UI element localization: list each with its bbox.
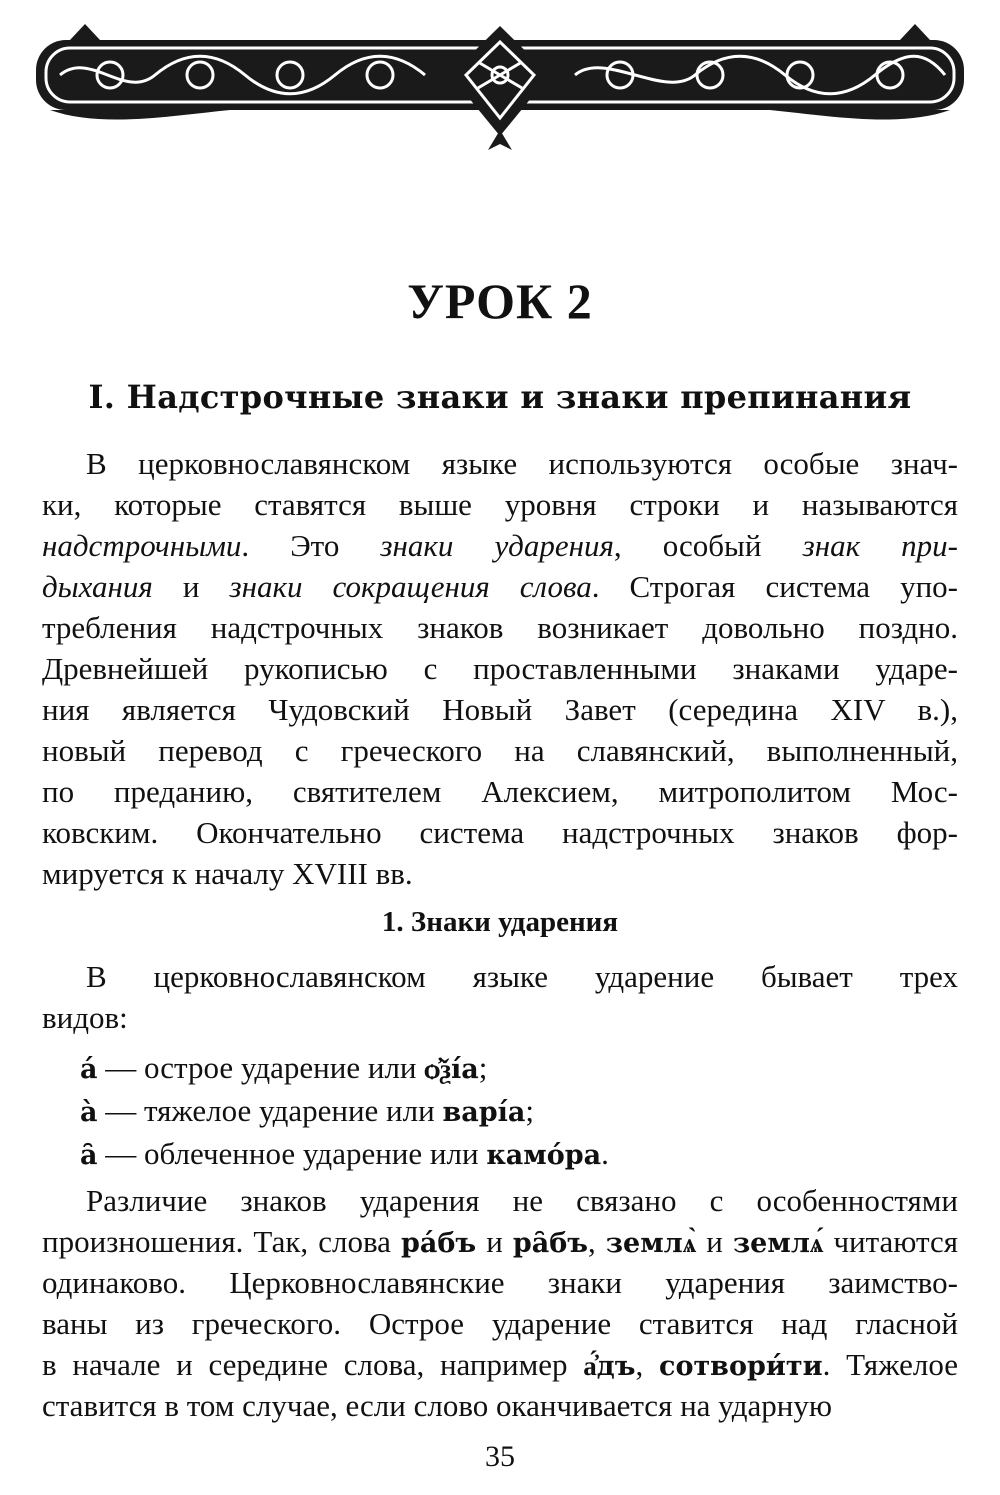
text-fragment: мируется к началу XVIII вв. [42, 856, 413, 891]
punctuation: ; [525, 1093, 534, 1128]
accent-type-item [80, 1089, 960, 1132]
text-fragment: ковским. Окончательно система надстрочных знаков фор- [42, 815, 958, 850]
text-fragment: ставится в том случае, если слово оканчивается на ударную [42, 1388, 833, 1423]
italic-term: знаки сокращения слова [229, 569, 592, 604]
paragraph-accent-types-intro [42, 956, 958, 1038]
italic-term: знаки ударения [380, 528, 614, 563]
text-line: В церковнославянском языке ударение бывает трех [86, 959, 958, 994]
section-heading: I. Надстрочные знаки и знаки препинания [88, 378, 912, 416]
text-fragment: читаются [823, 1224, 958, 1259]
text-fragment: ния является Чудовский Новый Завет (середина XIV в.), [42, 692, 958, 727]
accent-term: ѻ҆ѯі́а [424, 1054, 479, 1085]
text-fragment: и [696, 1224, 733, 1259]
text-fragment: . Это [241, 528, 381, 563]
accent-type-list [80, 1046, 960, 1175]
subsection-heading: 1. Знаки ударения [381, 906, 619, 938]
paragraph-diacritics-intro [42, 443, 958, 894]
text-fragment: , [587, 1224, 606, 1259]
text-fragment: требления надстрочных знаков возникает довольно поздно. [42, 610, 958, 645]
text-fragment: по преданию, святителем Алексием, митрополитом Мос- [42, 774, 958, 809]
church-slavonic-word: землѧ̀ [605, 1228, 697, 1259]
church-slavonic-word: ра́бъ [401, 1228, 477, 1259]
text-fragment: Различие знаков ударения не связано с особенностями [86, 1183, 958, 1218]
decorative-header-ornament [30, 18, 970, 153]
text-line [42, 689, 958, 730]
accent-term: варі́а [442, 1097, 526, 1128]
church-slavonic-word: а҆́дъ [583, 1351, 636, 1382]
text-line [42, 1303, 958, 1344]
punctuation: ; [478, 1050, 488, 1085]
text-line: видов: [42, 1000, 128, 1035]
text-fragment: произношения. Так, слова [42, 1224, 402, 1259]
page-number: 35 [485, 1440, 515, 1473]
text-fragment: и [152, 569, 230, 604]
text-fragment: ки, которые ставятся выше уровня строки и называются [42, 487, 958, 522]
text-line [42, 566, 958, 607]
text-line [42, 771, 958, 812]
text-fragment: одинаково. Церковнославянские знаки ударения заимство- [42, 1265, 958, 1300]
text-line [42, 730, 958, 771]
italic-term: дыхания [42, 569, 153, 604]
italic-term: надстрочными [42, 528, 242, 563]
church-slavonic-word: ра̑бъ [512, 1228, 588, 1259]
text-fragment: в начале и середине слова, например [42, 1347, 584, 1382]
text-line [42, 607, 958, 648]
text-fragment: . Тяжелое [822, 1347, 959, 1382]
accent-type-item [80, 1132, 960, 1175]
accent-symbol: а̀ [80, 1097, 98, 1128]
text-line [42, 1385, 958, 1426]
text-line [42, 1221, 958, 1262]
text-fragment: . Строгая система упо- [591, 569, 959, 604]
text-fragment: ваны из греческого. Острое ударение ставится над гласной [42, 1306, 958, 1341]
accent-term: камо́ра [486, 1140, 602, 1171]
accent-description: — облеченное ударение или [97, 1136, 487, 1171]
text-fragment: , особый [613, 528, 803, 563]
text-fragment: В церковнославянском языке используются особые знач- [86, 446, 958, 481]
accent-description: — тяжелое ударение или [97, 1093, 443, 1128]
text-line [42, 1180, 958, 1221]
text-fragment: и [476, 1224, 513, 1259]
accent-symbol: а́ [80, 1054, 98, 1085]
text-line [42, 443, 958, 484]
text-line [42, 1262, 958, 1303]
church-slavonic-word: землѧ́ [732, 1228, 824, 1259]
text-fragment: , [635, 1347, 659, 1382]
text-fragment: Древнейшей рукописью с проставленными знаками ударе- [42, 651, 958, 686]
accent-type-item [80, 1046, 960, 1089]
text-line [42, 484, 958, 525]
page-title: УРОК 2 [407, 273, 593, 329]
punctuation: . [601, 1136, 609, 1171]
accent-description: — острое ударение или [97, 1050, 425, 1085]
text-line [42, 648, 958, 689]
text-line [42, 1344, 958, 1385]
paragraph-accent-usage [42, 1180, 958, 1426]
accent-symbol: а̑ [80, 1140, 98, 1171]
text-line [42, 853, 958, 894]
church-slavonic-word: сотвори́ти [659, 1351, 823, 1382]
italic-term: знак при- [802, 528, 958, 563]
text-fragment: новый перевод с греческого на славянский, выполненный, [42, 733, 958, 768]
text-line [42, 812, 958, 853]
text-line [42, 525, 958, 566]
